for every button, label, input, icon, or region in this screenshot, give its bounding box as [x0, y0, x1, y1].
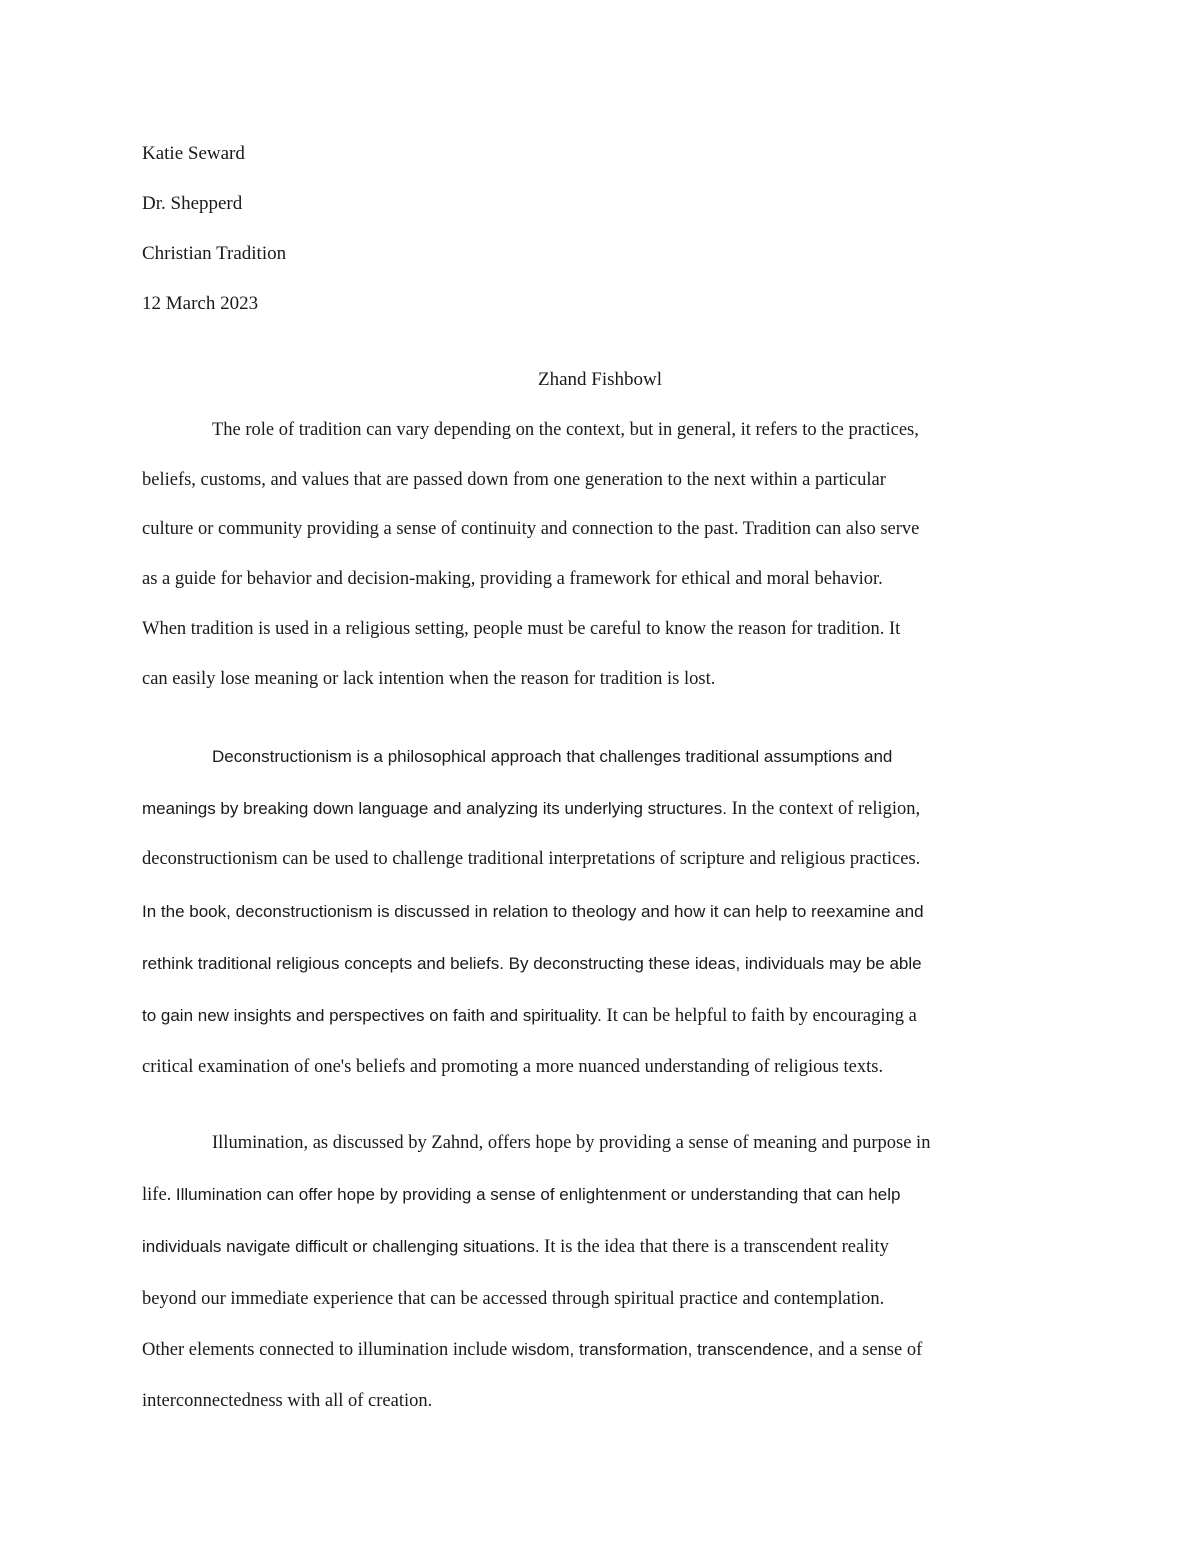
- paragraph-line: [142, 797, 920, 821]
- paragraph-text-segment: Illumination can offer hope by providing a sense of enlightenment or understanding that can help: [175, 1185, 901, 1204]
- paragraph-line: The role of tradition can vary depending on the context, but in general, it refers to the practices,: [212, 420, 919, 440]
- paragraph-text-segment: It is the idea that there is a transcendent reality: [539, 1237, 889, 1257]
- paragraph-line: culture or community providing a sense of continuity and connection to the past. Tradition can also serve: [142, 519, 920, 539]
- paragraph-line: Deconstructionism is a philosophical approach that challenges traditional assumptions and: [212, 747, 893, 766]
- paragraph-text-segment: wisdom, transformation, transcendence,: [511, 1340, 814, 1359]
- paragraph-line: [142, 1004, 917, 1028]
- paragraph-line: deconstructionism can be used to challenge traditional interpretations of scripture and religious practices.: [142, 849, 921, 869]
- paragraph-line: [142, 1235, 889, 1259]
- paragraph-line: [142, 1183, 900, 1207]
- paragraph-line: [142, 1338, 922, 1362]
- paragraph-line: can easily lose meaning or lack intention when the reason for tradition is lost.: [142, 669, 716, 689]
- paragraph-text-segment: and a sense of: [813, 1340, 923, 1360]
- paragraph-line: interconnectedness with all of creation.: [142, 1391, 433, 1411]
- paragraph-line: When tradition is used in a religious setting, people must be careful to know the reason for tradition. It: [142, 619, 901, 639]
- course-name: Christian Tradition: [142, 243, 287, 264]
- paragraph-line: In the book, deconstructionism is discussed in relation to theology and how it can help to reexamine and: [142, 902, 924, 921]
- paragraph-line: critical examination of one's beliefs and promoting a more nuanced understanding of religious texts.: [142, 1057, 884, 1077]
- paragraph-text-segment: In the context of religion,: [726, 799, 921, 819]
- paragraph-line: as a guide for behavior and decision-making, providing a framework for ethical and moral behavior.: [142, 569, 883, 589]
- paragraph-line: beyond our immediate experience that can be accessed through spiritual practice and contemplation.: [142, 1289, 885, 1309]
- paragraph-line: rethink traditional religious concepts and beliefs. By deconstructing these ideas, individuals may be able: [142, 954, 922, 973]
- paragraph-text-segment: Other elements connected to illumination include: [142, 1340, 512, 1360]
- paragraph-text-segment: meanings by breaking down language and analyzing its underlying structures.: [142, 799, 727, 818]
- paragraph-text-segment: It can be helpful to faith by encouraging a: [601, 1006, 917, 1026]
- author-name: Katie Seward: [142, 143, 245, 164]
- document-title: Zhand Fishbowl: [537, 369, 663, 390]
- paragraph-text-segment: life.: [142, 1185, 176, 1205]
- paragraph-text-segment: individuals navigate difficult or challenging situations.: [142, 1237, 540, 1256]
- paragraph-line: Illumination, as discussed by Zahnd, offers hope by providing a sense of meaning and purpose in: [212, 1133, 931, 1153]
- paragraph-line: beliefs, customs, and values that are passed down from one generation to the next within a particular: [142, 470, 886, 490]
- instructor-name: Dr. Shepperd: [142, 193, 243, 214]
- paragraph-text-segment: to gain new insights and perspectives on faith and spirituality.: [142, 1006, 602, 1025]
- document-date: 12 March 2023: [142, 293, 259, 314]
